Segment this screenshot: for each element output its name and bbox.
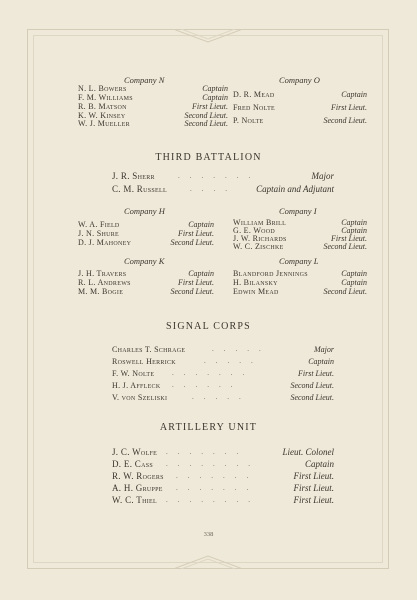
top-chevron-ornament <box>173 29 243 43</box>
company-title: Company I <box>279 206 317 216</box>
company-title: Company L <box>279 256 319 266</box>
company-title: Company H <box>124 206 165 216</box>
section-heading: SIGNAL CORPS <box>166 321 251 332</box>
section-heading: THIRD BATTALION <box>155 152 262 163</box>
section-heading: ARTILLERY UNIT <box>159 422 258 433</box>
company-title: Company K <box>124 256 165 266</box>
page-number: 338 <box>203 531 214 538</box>
company-title: Company N <box>124 75 165 85</box>
bottom-chevron-ornament <box>173 555 243 569</box>
company-title: Company O <box>279 75 320 85</box>
